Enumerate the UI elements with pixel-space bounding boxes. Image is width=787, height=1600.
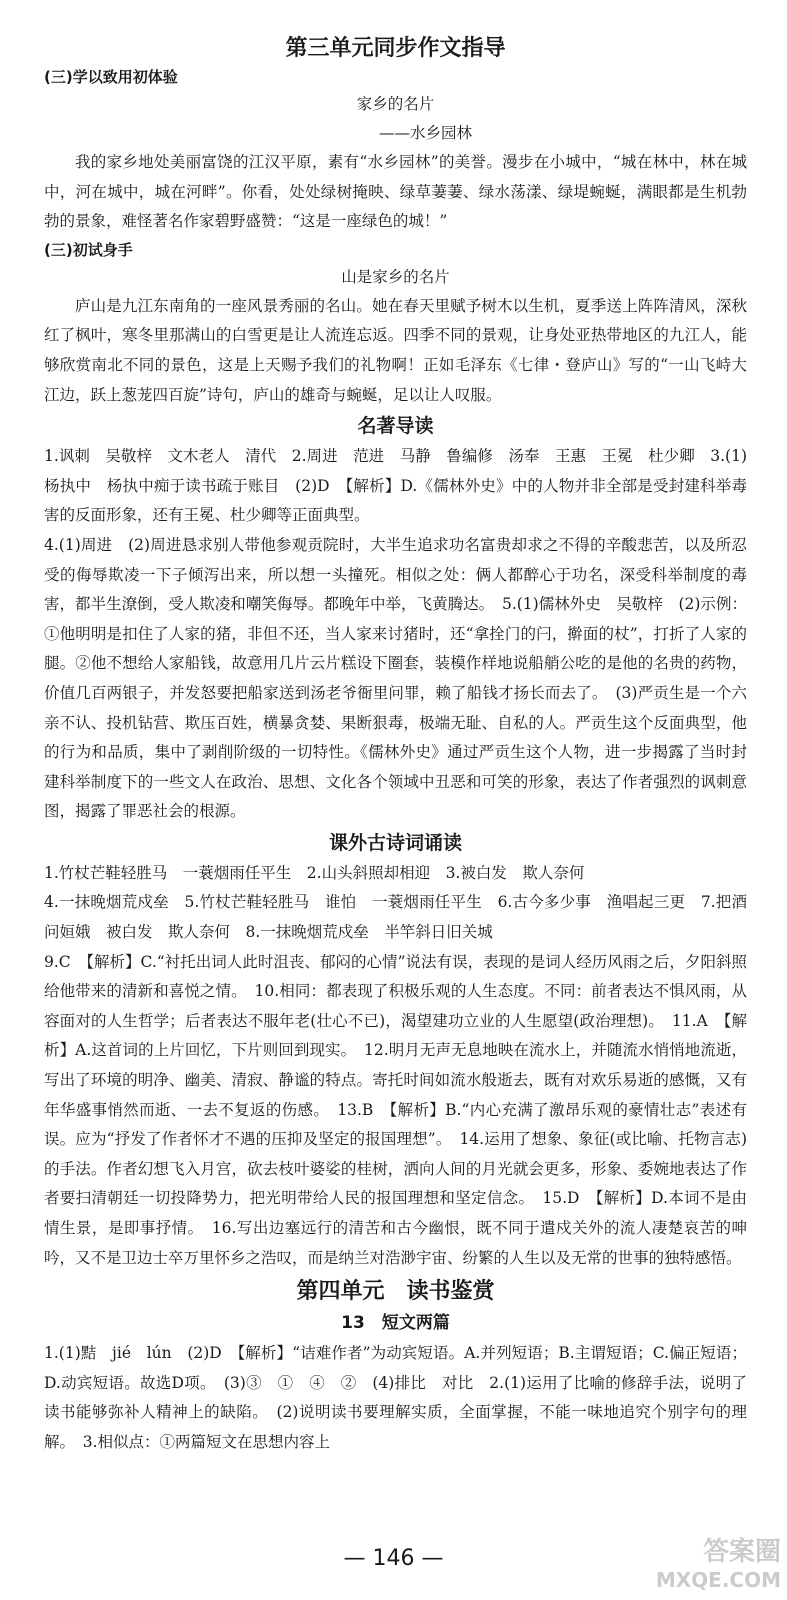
mingzhu-answers-2: 4.(1)周进 (2)周进恳求别人带他参观贡院时，大半生追求功名富贵却求之不得的辛酸悲苦，以及所忍受的侮辱欺凌一下子倾泻出来，所以想一头撞死。相似之处：俩人都醉心于功名，深受科举制度的毒害，都半生潦倒，受人欺凌和嘲笑侮辱。都晚年中举，飞黄腾达。 5.(1)儒林外史 吴敬梓 (2)示例：①他明明是扣住了人家的猪，非但不还，当人家来讨猪时，还“拿拴门的闩，擀面的杖”，打折了人家的腿。②他不想给人家船钱，故意用几片云片糕设下圈套，装模作样地说船艄公吃的是他的名贵的药物，价值几百两银子，并发怒要把船家送到汤老爷衙里问罪，赖了船钱才扬长而去了。 (3)严贡生是一个六亲不认、投机钻营、欺压百姓，横暴贪婪、果断狠毒，极端无耻、自私的人。严贡生这个反面典型，他的行为和品质，集中了剥削阶级的一切特性。《儒林外史》通过严贡生这个人物，进一步揭露了当时封建科举制度下的一些文人在政治、思想、文化各个领域中丑恶和可笑的形象，表达了作者强烈的讽刺意图，揭露了罪恶社会的根源。 <box>44 535 747 821</box>
section-label-trial: (三)初试身手 <box>44 240 133 259</box>
mingzhu-title: 名著导读 <box>357 415 434 438</box>
lesson-answers: 1.(1)黠 jié lún (2)D 【解析】“诘难作者”为动宾短语。A.并列短语；B.主谓短语；C.偏正短语；D.动宾短语。故选D项。 (3)③ ① ④ ② (4)排比 对比 2.(1)运用了比喻的修辞手法，说明了读书能够弥补人精神上的缺陷。 (2)说明读书要理解实质，全面掌握，不能一味地追究个别字句的理解。 3.相似点：①两篇短文在思想内容上 <box>44 1344 747 1451</box>
watermark-url: MXQE.COM <box>655 1568 781 1592</box>
gushi-answers-line1: 1.竹杖芒鞋轻胜马 一蓑烟雨任平生 2.山头斜照却相迎 3.被白发 欺人奈何 <box>44 863 585 882</box>
essay2-body: 庐山是九江东南角的一座风景秀丽的名山。她在春天里赋予树木以生机，夏季送上阵阵清风，深秋红了枫叶，寒冬里那满山的白雪更是让人流连忘返。四季不同的景观，让身处亚热带地区的九江人，能够欣赏南北不同的景色，这是上天赐予我们的礼物啊！正如毛泽东《七律・登庐山》写的“一山飞峙大江边，跃上葱茏四百旋”诗句，庐山的雄奇与蜿蜒，足以让人叹服。 <box>44 296 747 404</box>
gushi-answers-body: 9.C 【解析】C.“衬托出词人此时沮丧、郁闷的心情”说法有误，表现的是词人经历风雨之后，夕阳斜照给他带来的清新和喜悦之情。 10.相同：都表现了积极乐观的人生态度。不同：前者表达不惧风雨，从容面对的人生哲学；后者表达不服年老(壮心不已)，渴望建功立业的人生愿望(政治理想)。 11.A 【解析】A.这首词的上片回忆，下片则回到现实。 12.明月无声无息地映在流水上，并随流水悄悄地流逝，写出了环境的明净、幽美、清寂、静谧的特点。寄托时间如流水般逝去，既有对欢乐易逝的感慨，又有年华盛事悄然而逝、一去不复返的伤感。 13.B 【解析】B.“内心充满了激昂乐观的豪情壮志”表述有误。应为“抒发了作者怀才不遇的压抑及坚定的报国理想”。 14.运用了想象、象征(或比喻、托物言志)的手法。作者幻想飞入月宫，砍去枝叶婆娑的桂树，洒向人间的月光就会更多，形象、委婉地表达了作者要扫清朝廷一切投降势力，把光明带给人民的报国理想和坚定信念。 15.D 【解析】D.本词不是由情生景，是即事抒情。 16.写出边塞远行的清苦和古今幽恨，既不同于遣戍关外的流人凄楚哀苦的呻吟，又不是卫边士卒万里怀乡之浩叹，而是纳兰对浩渺宇宙、纷繁的人生以及无常的世事的独特感悟。 <box>44 952 747 1267</box>
gushi-title: 课外古诗词诵读 <box>328 831 462 854</box>
unit3-title: 第三单元同步作文指导 <box>285 36 506 61</box>
watermark-text: 答案圈 <box>702 1537 781 1567</box>
watermark-logo <box>656 1538 781 1594</box>
mingzhu-answers-1: 1.讽刺 吴敬梓 文木老人 清代 2.周进 范进 马静 鲁编修 汤奉 王惠 王冕 杜少卿 3.(1)杨执中 杨执中痴于读书疏于账目 (2)D 【解析】D.《儒林外史》中的人物并非全部是受封建科举毒害的反面形象，还有王冕、杜少卿等正面典型。 <box>44 447 747 525</box>
section-label-practice: (三)学以致用初体验 <box>44 68 178 86</box>
essay1-subtitle: ——水乡园林 <box>378 124 472 142</box>
essay1-body: 我的家乡地处美丽富饶的江汉平原，素有“水乡园林”的美誉。漫步在小城中，“城在林中，林在城中，河在城中，城在河畔”。你看，处处绿树掩映、绿草萋萋、绿水荡漾、绿堤蜿蜒，满眼都是生机勃勃的景象，难怪著名作家碧野盛赞：“这是一座绿色的城！” <box>44 153 747 231</box>
lesson-title: 13 短文两篇 <box>341 1313 450 1334</box>
page-number: — 146 — <box>343 1546 444 1571</box>
unit4-title: 第四单元 读书鉴赏 <box>296 1279 495 1305</box>
gushi-answers-line2: 4.一抹晚烟荒戍垒 5.竹杖芒鞋轻胜马 谁怕 一蓑烟雨任平生 6.古今多少事 渔唱起三更 7.把酒问姮娥 被白发 欺人奈何 8.一抹晚烟荒戍垒 半竿斜日旧关城 <box>44 893 747 942</box>
essay1-title: 家乡的名片 <box>356 95 435 113</box>
essay2-title: 山是家乡的名片 <box>341 267 450 286</box>
